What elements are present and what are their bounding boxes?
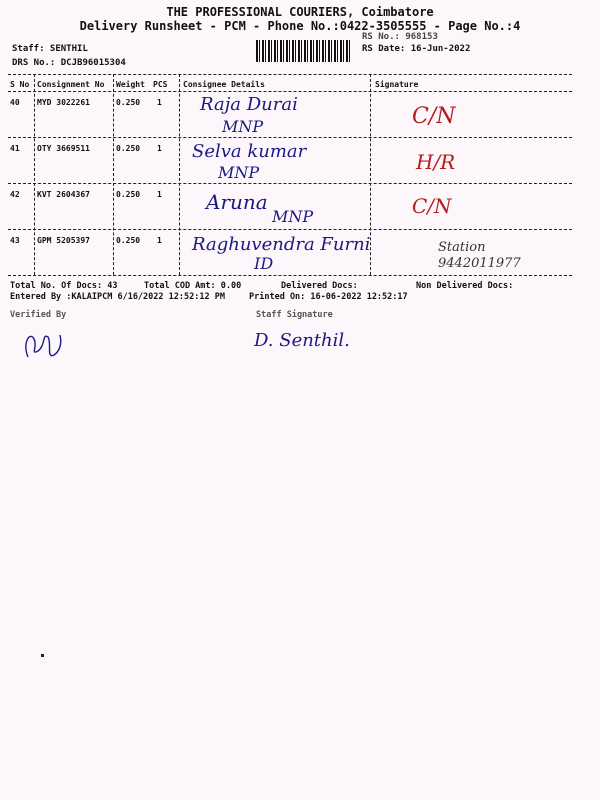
col-divider [113,74,114,275]
runsheet-subtitle: Delivery Runsheet - PCM - Phone No.:0422-3505555 - Page No.:4 [79,19,521,33]
consignee-handwritten: Selva kumar [192,141,307,162]
row-weight: 0.250 [116,98,141,107]
row-sno: 43 [10,236,20,245]
header-rule [8,91,572,92]
consignee-handwritten: Raghuvendra Furni [192,234,371,255]
company-title: THE PROFESSIONAL COURIERS, Coimbatore [166,5,434,19]
total-cod-amount: Total COD Amt: 0.00 [144,281,242,291]
row-sno: 42 [10,190,20,199]
consignee-handwritten: Aruna [206,190,268,214]
row-consignment-no: OTY 3669511 [37,144,90,153]
rs-number: RS No.: 968153 [362,32,438,42]
row-weight: 0.250 [116,236,141,245]
verifier-signature [20,325,70,365]
row-pcs: 1 [157,144,162,153]
consignee-handwritten: Raja Durai [200,94,298,115]
barcode [256,40,352,62]
consignee-area-handwritten: MNP [222,117,264,136]
col-divider [34,74,35,275]
runsheet-title [0,6,600,33]
signature-note-handwritten: Station [438,240,486,255]
row-pcs: 1 [157,236,162,245]
stray-mark [41,654,44,657]
staff-label: Staff: SENTHIL [12,44,88,54]
non-delivered-docs: Non Delivered Docs: [416,281,514,291]
verified-by-label: Verified By [10,310,67,320]
row-weight: 0.250 [116,190,141,199]
consignee-area-handwritten: MNP [218,163,260,182]
col-header-consignee: Consignee Details [183,80,265,89]
col-header-consignment: Consignment No [37,80,105,89]
signature-status-handwritten: H/R [416,150,456,174]
row-sno: 41 [10,144,20,153]
col-header-signature: Signature [375,80,419,89]
signature-status-handwritten: C/N [412,194,452,218]
consignee-area-handwritten: MNP [272,207,314,226]
signature-phone-handwritten: 9442011977 [438,256,521,271]
printed-on: Printed On: 16-06-2022 12:52:17 [249,292,408,302]
row-pcs: 1 [157,98,162,107]
consignee-area-handwritten: ID [254,254,274,273]
row-weight: 0.250 [116,144,141,153]
row-rule [8,229,572,230]
table-top-rule [8,74,572,75]
row-consignment-no: KVT 2604367 [37,190,90,199]
col-header-sno: S No [10,80,30,89]
col-header-weight: Weight [116,80,145,89]
rs-date: RS Date: 16-Jun-2022 [362,44,471,54]
entered-by: Entered By :KALAIPCM 6/16/2022 12:52:12 PM [10,292,225,302]
row-consignment-no: GPM 5205397 [37,236,90,245]
staff-signature-handwritten: D. Senthil. [254,330,350,351]
col-header-pcs: PCS [153,80,168,89]
row-consignment-no: MYD 3022261 [37,98,90,107]
drs-number: DRS No.: DCJB96015304 [12,58,126,68]
row-rule [8,183,572,184]
row-pcs: 1 [157,190,162,199]
signature-status-handwritten: C/N [412,104,456,129]
delivered-docs: Delivered Docs: [281,281,358,291]
row-rule [8,137,572,138]
row-sno: 40 [10,98,20,107]
staff-signature-label: Staff Signature [256,310,333,320]
total-docs: Total No. Of Docs: 43 [10,281,118,291]
table-bottom-rule [8,275,572,276]
col-divider [179,74,180,275]
